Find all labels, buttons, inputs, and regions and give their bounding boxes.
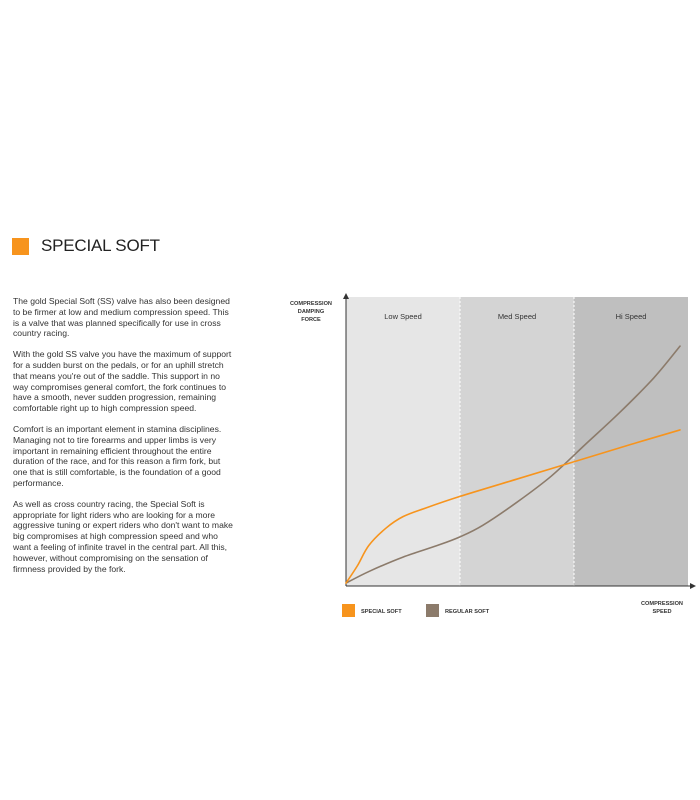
x-axis-arrow bbox=[690, 583, 696, 589]
legend-label: SPECIAL SOFT bbox=[361, 609, 402, 615]
section-header bbox=[12, 236, 160, 256]
paragraph: As well as cross country racing, the Special Soft is appropriate for light riders who are looking for a more aggressive tuning or expert riders who don't want to make big compromises at high compression speed and who want a feeling of infinite travel in the central part. All this, however, without compromising on the sensation of firmness provided by the fork. bbox=[13, 498, 233, 574]
zone-label: Low Speed bbox=[384, 312, 422, 321]
section-color-swatch bbox=[12, 238, 29, 255]
damping-chart bbox=[276, 290, 696, 620]
y-axis-label: COMPRESSION bbox=[290, 301, 332, 307]
section-title: SPECIAL SOFT bbox=[41, 236, 160, 255]
x-axis-label: SPEED bbox=[652, 609, 672, 615]
paragraph: The gold Special Soft (SS) valve has also been designed to be firmer at low and medium compression speed. This is a valve that was planned specifically for use in cross country racing. bbox=[13, 296, 230, 339]
zone-band bbox=[574, 297, 688, 586]
chart-svg bbox=[276, 290, 696, 620]
x-axis-label: COMPRESSION bbox=[641, 601, 683, 607]
zone-band bbox=[346, 297, 460, 586]
description-text bbox=[13, 296, 235, 584]
zone-band bbox=[460, 297, 574, 586]
paragraph: Comfort is an important element in stamina disciplines. Managing not to tire forearms and upper limbs is very important in remaining efficient throughout the entire duration of the race, and for this reason a firm fork, but one that is still comfortable, is the foundation of a good performance. bbox=[13, 423, 222, 488]
zone-label: Med Speed bbox=[497, 312, 537, 321]
y-axis-arrow bbox=[343, 293, 349, 299]
zone-label: Hi Speed bbox=[615, 312, 647, 321]
legend-label: REGULAR SOFT bbox=[445, 609, 490, 615]
y-axis-label: DAMPING bbox=[297, 309, 325, 315]
y-axis-label: FORCE bbox=[301, 317, 321, 323]
paragraph: With the gold SS valve you have the maximum of support for a sudden burst on the pedals, or for an uphill stretch that means you're out of the saddle. This support in no way compromises general comfort, the fork continues to have a smooth, never sudden progression, remaining comfortable right up to high compression speed. bbox=[13, 349, 232, 414]
legend-swatch bbox=[426, 604, 439, 617]
legend-swatch bbox=[342, 604, 355, 617]
